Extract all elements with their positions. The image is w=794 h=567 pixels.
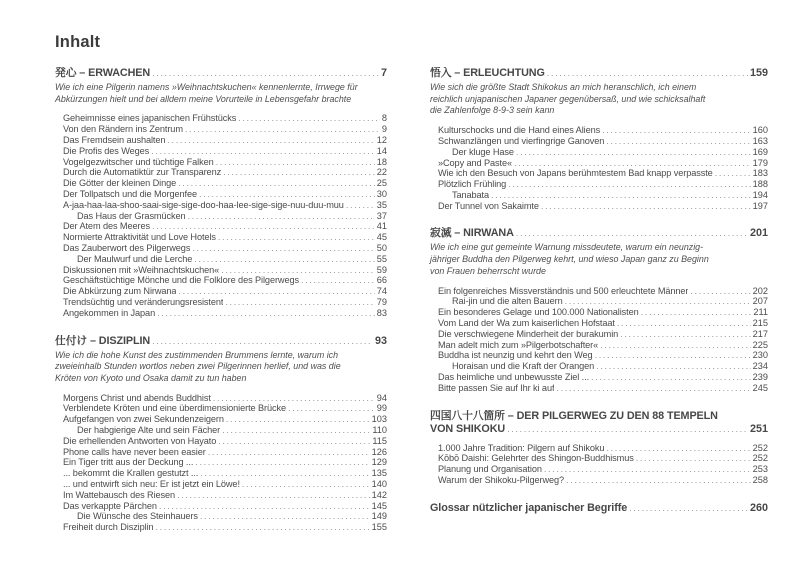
- toc-entry: [430, 372, 768, 383]
- toc-entry: [430, 136, 768, 147]
- toc-page-number: 9: [381, 124, 387, 135]
- toc-section-heading: [430, 227, 768, 240]
- toc-heading-line: [430, 423, 768, 436]
- toc-subtitle-line: Wie ich eine gut gemeinte Warnung missdeutete, warum ein neunzig-: [430, 242, 704, 253]
- toc-entry: [55, 254, 387, 265]
- toc-section-subtitle: [55, 82, 387, 105]
- toc-entry-text: Die Götter der kleinen Dinge: [63, 178, 177, 189]
- toc-entries: [55, 113, 387, 318]
- toc-section: [430, 502, 768, 515]
- toc-page-number: 217: [752, 328, 768, 339]
- toc-entry-text: Der kluge Hase: [452, 146, 514, 157]
- toc-entry: [55, 243, 387, 254]
- toc-entry: [430, 125, 768, 136]
- toc-heading-text: 仕付け – DISZIPLIN: [55, 334, 151, 347]
- dot-leader: [192, 243, 374, 254]
- toc-entry-text: »Copy and Paste«: [438, 157, 512, 168]
- toc-entry-text: Kōbō Daishi: Gelehrter des Shingon-Buddhismus: [438, 453, 634, 464]
- toc-entry-text: Die Profis des Weges: [63, 145, 150, 156]
- toc-entry: [55, 232, 387, 243]
- toc-page-number: 179: [752, 157, 768, 168]
- dot-leader: [516, 147, 751, 158]
- toc-entry: [55, 490, 387, 501]
- toc-entry: [430, 168, 768, 179]
- toc-page-number: 59: [376, 264, 387, 275]
- toc-entry-text: Normierte Attraktivität und Love Hotels: [63, 232, 216, 243]
- dot-leader: [213, 393, 375, 404]
- toc-heading-line: [55, 67, 387, 80]
- toc-page-number: 230: [752, 350, 768, 361]
- toc-page-number: 183: [752, 168, 768, 179]
- toc-entry-text: Wie ich den Besuch von Japans berühmtestem Bad knapp verpasste: [438, 168, 713, 179]
- dot-leader: [177, 490, 370, 501]
- toc-heading-line: [55, 335, 387, 348]
- toc-page-number: 251: [749, 422, 768, 435]
- toc-page-number: 35: [376, 199, 387, 210]
- toc-entry-text: Durch die Automatiktür zur Transparenz: [63, 167, 222, 178]
- toc-entry: [55, 436, 387, 447]
- dot-leader: [514, 158, 751, 169]
- toc-entry-text: Das Haus der Grasmücken: [77, 210, 186, 221]
- dot-leader: [216, 157, 375, 168]
- dot-leader: [223, 167, 375, 178]
- toc-page-number: 239: [752, 371, 768, 382]
- dot-leader: [167, 135, 374, 146]
- toc-page-number: 169: [752, 146, 768, 157]
- toc-entry-text: Das verkappte Pärchen: [63, 500, 157, 511]
- toc-entry: [430, 286, 768, 297]
- toc-page-number: 245: [752, 382, 768, 393]
- toc-columns: [55, 67, 768, 533]
- toc-page-number: 99: [376, 403, 387, 414]
- toc-entry-text: Das Fremdsein aushalten: [63, 135, 166, 145]
- toc-entry-text: A-jaa-haa-laa-shoo-saai-sige-sige-doo-haa-lee-sige-sige-nuu-duu-muu: [63, 199, 344, 210]
- toc-page-number: 66: [376, 275, 387, 286]
- toc-subtitle-line: Wie ich eine Pilgerin namens »Weihnachtskuchen« kennenlernte, Irrwege für: [55, 82, 358, 92]
- dot-leader: [194, 254, 374, 265]
- toc-page-number: 14: [376, 145, 387, 156]
- dot-leader: [151, 146, 375, 157]
- toc-section: [430, 67, 768, 211]
- dot-leader: [541, 201, 751, 212]
- toc-subtitle-line: Wie ich die hohe Kunst des zustimmenden Brummens lernte, warum ich: [55, 349, 339, 360]
- toc-entry: [55, 200, 387, 211]
- toc-page-number: 93: [374, 334, 387, 347]
- toc-entry-text: Freiheit durch Disziplin: [63, 522, 154, 533]
- dot-leader: [152, 221, 375, 232]
- toc-column-right: [430, 67, 768, 515]
- toc-page-number: 163: [752, 135, 768, 146]
- toc-page-number: 22: [376, 167, 387, 178]
- dot-leader: [596, 361, 751, 372]
- dot-leader: [218, 232, 375, 243]
- toc-entry: [430, 383, 768, 394]
- toc-entry-text: Morgens Christ und abends Buddhist: [63, 392, 211, 403]
- toc-entry-text: Der Atem des Meeres: [63, 221, 150, 232]
- toc-entry: [55, 414, 387, 425]
- dot-leader: [602, 125, 751, 136]
- toc-page-number: 41: [376, 221, 387, 232]
- toc-entry-text: Das Zauberwort des Pilgerwegs: [63, 242, 191, 253]
- toc-entries: [430, 125, 768, 211]
- toc-page-number: 258: [752, 474, 768, 485]
- toc-entry-text: Kulturschocks und die Hand eines Aliens: [438, 125, 601, 136]
- toc-subtitle-line: Abkürzungen hielt und bei alldem meine Vorurteile in Lebensgefahr brachte: [55, 93, 352, 104]
- toc-entry-text: Planung und Organisation: [438, 464, 542, 475]
- dot-leader: [491, 190, 751, 201]
- toc-entry-text: Der habgierige Alte und sein Fächer: [77, 425, 221, 436]
- toc-entry-text: Man adelt mich zum »Pilgerbotschafter«: [438, 339, 599, 350]
- toc-page-number: 149: [371, 511, 387, 522]
- toc-entry-text: Das heimliche und unbewusste Ziel ...: [438, 371, 590, 382]
- toc-entry: [55, 275, 387, 286]
- toc-heading-line: [430, 410, 768, 423]
- toc-entry: [55, 511, 387, 522]
- toc-entry: [430, 307, 768, 318]
- toc-section-heading: [430, 502, 768, 515]
- toc-entry: [430, 179, 768, 190]
- toc-entry: [55, 308, 387, 319]
- toc-page-number: 215: [752, 317, 768, 328]
- toc-entry-text: Die Wünsche des Steinhauers: [77, 511, 198, 522]
- toc-entry: [55, 522, 387, 533]
- toc-entry: [55, 189, 387, 200]
- toc-entry: [55, 501, 387, 512]
- toc-page-number: 252: [752, 442, 768, 453]
- toc-entry: [55, 135, 387, 146]
- toc-entry-text: Horaisan und die Kraft der Orangen: [452, 361, 595, 372]
- toc-entry: [55, 468, 387, 479]
- toc-subtitle-line: Wie sich die größte Stadt Shikokus an mich heranschlich, ich einem: [430, 82, 697, 92]
- dot-leader: [288, 403, 375, 414]
- toc-heading-text: Glossar nützlicher japanischer Begriffe: [430, 501, 628, 514]
- toc-entry: [430, 190, 768, 201]
- toc-entry-text: Aufgefangen von zwei Sekundenzeigern: [63, 414, 224, 425]
- toc-entry: [55, 447, 387, 458]
- toc-entry: [430, 158, 768, 169]
- toc-section-subtitle: [430, 82, 768, 117]
- dot-leader: [629, 502, 748, 515]
- toc-entry-text: Plötzlich Frühling: [438, 179, 507, 190]
- toc-entry: [55, 393, 387, 404]
- dot-leader: [620, 329, 751, 340]
- dot-leader: [600, 340, 751, 351]
- toc-section: [55, 67, 387, 319]
- toc-page-number: 188: [752, 179, 768, 190]
- toc-page-number: 83: [376, 307, 387, 318]
- toc-entry-text: Schwanzlängen und vierfingrige Ganoven: [438, 135, 605, 146]
- toc-entry-text: Ein Tiger tritt aus der Deckung ...: [63, 457, 194, 468]
- page-title: Inhalt: [55, 33, 101, 51]
- toc-entry-text: Verblendete Kröten und eine überdimensionierte Brücke: [63, 403, 287, 414]
- dot-leader: [591, 372, 751, 383]
- toc-page-number: 252: [752, 453, 768, 464]
- dot-leader: [208, 447, 370, 458]
- dot-leader: [346, 200, 375, 211]
- toc-entry-text: Warum der Shikoku-Pilgerweg?: [438, 474, 565, 485]
- dot-leader: [507, 423, 748, 436]
- toc-heading-text: 寂滅 – NIRWANA: [430, 227, 514, 240]
- toc-entry: [430, 318, 768, 329]
- toc-page-number: 7: [380, 67, 387, 79]
- dot-leader: [636, 453, 751, 464]
- toc-entry-text: Der Tunnel von Sakaimte: [438, 200, 539, 211]
- dot-leader: [199, 189, 375, 200]
- toc-entry-text: Tanabata: [452, 189, 490, 200]
- toc-entry: [430, 329, 768, 340]
- toc-entry-text: ... bekommt die Krallen gestutzt ...: [63, 468, 199, 479]
- toc-page-number: 79: [376, 296, 387, 307]
- toc-section: [55, 335, 387, 533]
- toc-page-number: 201: [749, 227, 768, 240]
- toc-entry: [55, 425, 387, 436]
- dot-leader: [547, 67, 748, 80]
- toc-entry: [55, 403, 387, 414]
- toc-page-number: 160: [752, 125, 768, 136]
- toc-entry: [430, 361, 768, 372]
- toc-page-number: 18: [376, 156, 387, 167]
- toc-entry-text: Ein folgenreiches Missverständnis und 500 erleuchtete Männer: [438, 285, 689, 296]
- toc-page-number: 142: [371, 489, 387, 500]
- dot-leader: [218, 436, 370, 447]
- toc-entry: [430, 443, 768, 454]
- dot-leader: [225, 297, 374, 308]
- dot-leader: [222, 425, 370, 436]
- toc-entry-text: Geheimnisse eines japanischen Frühstücks: [63, 113, 237, 124]
- toc-section-heading: [430, 67, 768, 80]
- toc-entry: [55, 265, 387, 276]
- dot-leader: [178, 178, 375, 189]
- toc-entry: [55, 178, 387, 189]
- dot-leader: [221, 265, 375, 276]
- dot-leader: [188, 211, 375, 222]
- toc-page-number: 45: [376, 232, 387, 243]
- toc-page-number: 197: [752, 200, 768, 211]
- toc-section: [430, 410, 768, 486]
- toc-section-heading: [55, 335, 387, 348]
- toc-entry: [55, 221, 387, 232]
- toc-entry-text: Von den Rändern ins Zentrum: [63, 124, 183, 135]
- toc-entry: [430, 340, 768, 351]
- toc-heading-text: 四国八十八箇所 – DER PILGERWEG ZU DEN 88 TEMPELN: [430, 409, 718, 422]
- dot-leader: [556, 383, 750, 394]
- toc-page-number: 260: [749, 501, 768, 514]
- dot-leader: [544, 464, 751, 475]
- toc-page-number: 25: [376, 178, 387, 189]
- toc-entry: [55, 146, 387, 157]
- toc-page-number: 30: [376, 188, 387, 199]
- toc-heading-text: VON SHIKOKU: [430, 422, 506, 435]
- dot-leader: [606, 136, 750, 147]
- toc-page-number: 55: [376, 253, 387, 264]
- toc-heading-text: 発心 – ERWACHEN: [55, 67, 151, 79]
- toc-entry-text: Die verschwiegene Minderheit der burakumin: [438, 328, 619, 339]
- toc-section-heading: [55, 67, 387, 80]
- toc-page-number: 126: [371, 446, 387, 457]
- toc-page-number: 194: [752, 189, 768, 200]
- toc-entries: [55, 393, 387, 533]
- toc-entry: [55, 479, 387, 490]
- toc-heading-line: [430, 67, 768, 80]
- dot-leader: [516, 227, 748, 240]
- toc-entry: [55, 167, 387, 178]
- toc-page-number: 211: [753, 307, 768, 318]
- toc-page-number: 8: [381, 113, 387, 124]
- toc-section: [430, 227, 768, 393]
- toc-page-number: 234: [752, 361, 768, 372]
- dot-leader: [156, 522, 370, 533]
- toc-entry-text: Angekommen in Japan: [63, 307, 156, 318]
- toc-page-number: 129: [371, 457, 387, 468]
- dot-leader: [566, 475, 751, 486]
- toc-entry-text: Bitte passen Sie auf Ihr ki auf: [438, 382, 555, 393]
- toc-entry: [55, 157, 387, 168]
- toc-page-number: 74: [376, 286, 387, 297]
- dot-leader: [690, 286, 750, 297]
- toc-subtitle-line: Kröten von Kyoto und Osaka damit zu tun haben: [55, 372, 247, 383]
- toc-entry-text: 1.000 Jahre Tradition: Pilgern auf Shikoku: [438, 442, 605, 453]
- toc-section-subtitle: [430, 242, 768, 277]
- toc-subtitle-line: reichlich unjapanischen Japaner gegenübersaß, und wie schicksalhaft: [430, 93, 706, 104]
- toc-page-number: 253: [752, 464, 768, 475]
- dot-leader: [715, 168, 751, 179]
- dot-leader: [508, 179, 751, 190]
- toc-subtitle-line: von Frauen beherrscht wurde: [430, 265, 546, 276]
- toc-entry: [430, 464, 768, 475]
- toc-section-heading: [430, 410, 768, 436]
- toc-page-number: 115: [372, 435, 387, 446]
- toc-entry-text: Die erhellenden Antworten von Hayato: [63, 435, 217, 446]
- toc-entry-text: ... und entwirft sich neu: Er ist jetzt ein Löwe!: [63, 479, 240, 490]
- dot-leader: [301, 275, 375, 286]
- dot-leader: [595, 350, 751, 361]
- toc-entry-text: Die Abkürzung zum Nirwana: [63, 286, 177, 297]
- toc-entry: [55, 297, 387, 308]
- toc-heading-line: [430, 502, 768, 515]
- toc-subtitle-line: zweieinhalb Stunden wortlos neben zwei Pilgerinnen herlief, und was die: [55, 361, 341, 372]
- toc-page-number: 140: [371, 479, 387, 490]
- toc-entry-text: Buddha ist neunzig und kehrt den Weg: [438, 350, 593, 361]
- toc-entry-text: Vom Land der Wa zum kaiserlichen Hofstaat: [438, 317, 615, 328]
- dot-leader: [200, 511, 370, 522]
- dot-leader: [159, 501, 370, 512]
- toc-page-number: 94: [376, 392, 387, 403]
- toc-page-number: 12: [376, 135, 387, 145]
- toc-entry-text: Trendsüchtig und veränderungsresistent: [63, 296, 224, 307]
- toc-page-number: 207: [752, 296, 768, 307]
- toc-entry-text: Geschäftstüchtige Mönche und die Folklore des Pilgerwegs: [63, 275, 299, 286]
- toc-section-subtitle: [55, 350, 387, 385]
- toc-page-number: 225: [752, 339, 768, 350]
- toc-page-number: 155: [371, 522, 387, 533]
- toc-entry: [430, 350, 768, 361]
- toc-entry-text: Rai-jin und die alten Bauern: [452, 296, 563, 307]
- toc-column-left: [55, 67, 387, 533]
- dot-leader: [185, 124, 380, 135]
- dot-leader: [178, 286, 374, 297]
- toc-entry: [55, 457, 387, 468]
- dot-leader: [565, 296, 751, 307]
- dot-leader: [226, 414, 370, 425]
- toc-entry: [430, 453, 768, 464]
- toc-entry: [430, 201, 768, 212]
- toc-entry-text: Ein besonderes Gelage und 100.000 Nationalisten: [438, 307, 639, 318]
- dot-leader: [152, 335, 373, 348]
- toc-entry: [55, 286, 387, 297]
- toc-entry: [55, 113, 387, 124]
- toc-subtitle-line: die Zahlenfolge 8-9-3 sein kann: [430, 105, 555, 116]
- toc-entry: [430, 475, 768, 486]
- toc-page-number: 103: [371, 414, 387, 425]
- toc-page-number: 159: [749, 67, 768, 79]
- dot-leader: [195, 457, 369, 468]
- dot-leader: [617, 318, 751, 329]
- toc-entry: [55, 124, 387, 135]
- dot-leader: [152, 67, 379, 80]
- toc-entry: [430, 147, 768, 158]
- toc-entry: [55, 211, 387, 222]
- toc-heading-text: 悟入 – ERLEUCHTUNG: [430, 67, 545, 79]
- dot-leader: [157, 308, 375, 319]
- toc-entry-text: Vogelgezwitscher und tüchtige Falken: [63, 156, 214, 167]
- toc-page-number: 145: [371, 500, 387, 511]
- toc-page-number: 50: [376, 242, 387, 253]
- toc-page-number: 110: [372, 425, 387, 436]
- toc-entries: [430, 443, 768, 486]
- dot-leader: [641, 307, 752, 318]
- toc-entry: [430, 296, 768, 307]
- dot-leader: [242, 479, 370, 490]
- toc-entry-text: Im Wattebausch des Riesen: [63, 489, 176, 500]
- dot-leader: [606, 443, 750, 454]
- toc-subtitle-line: jähriger Buddha den Pilgerweg kehrt, und wieso Japan ganz zu Beginn: [430, 254, 709, 265]
- toc-entry-text: Der Tollpatsch und die Morgenfee: [63, 188, 198, 199]
- dot-leader: [238, 113, 380, 124]
- toc-page-number: 202: [752, 285, 768, 296]
- toc-heading-line: [430, 227, 768, 240]
- toc-entry-text: Phone calls have never been easier: [63, 446, 206, 457]
- toc-entry-text: Der Maulwurf und die Lerche: [77, 253, 193, 264]
- dot-leader: [200, 468, 369, 479]
- toc-entries: [430, 286, 768, 394]
- toc-page-number: 135: [371, 468, 387, 479]
- toc-page-number: 37: [376, 210, 387, 221]
- toc-entry-text: Diskussionen mit »Weihnachtskuchen«: [63, 264, 220, 275]
